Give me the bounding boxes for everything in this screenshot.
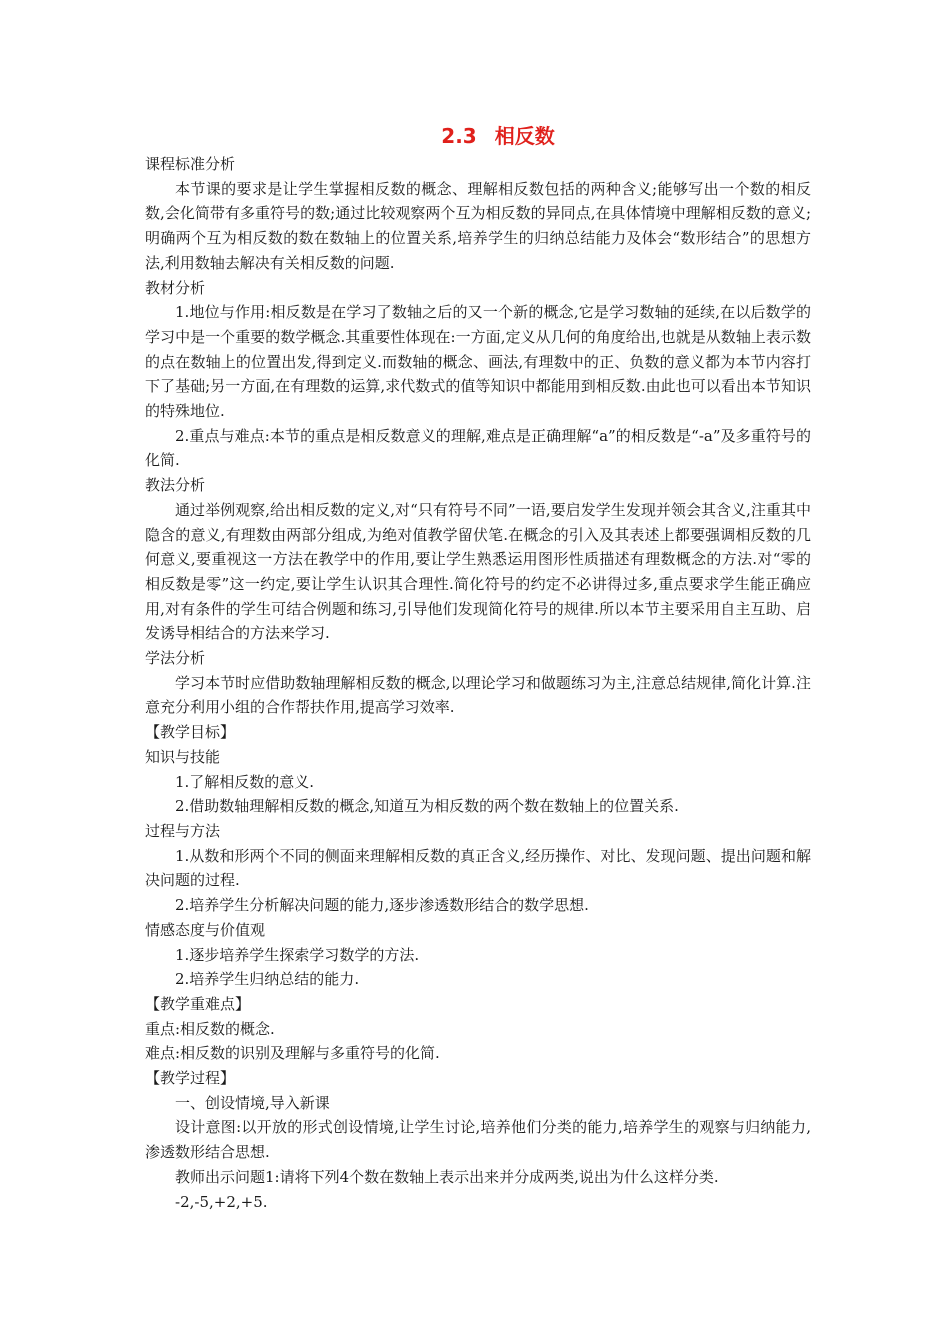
attitude-item-2: 2.培养学生归纳总结的能力. [175, 970, 360, 989]
teaching-method-paragraph: 通过举例观察,给出相反数的定义,对“只有符号不同”一语,要启发学生发现并领会其含义,注重其中隐含的意义,有理数由两部分组成,为绝对值教学留伏笔.在概念的引入及其表述上都要强调相反数的几何意义,要重视这一方法在教学中的作用,要让学生熟悉运用图形性质描述有理数概念的方法.对“零的相反数是零”这一约定,要让学生认识其合理性.简化符号的约定不必讲得过多,重点要求学生能正确应用,对有条件的学生可结合例题和练习,引导他们发现简化符号的规律.所以本节主要采用自主互助、启发诱导相结合的方法来学习. [145, 500, 811, 643]
attitude-heading: 情感态度与价值观 [145, 920, 266, 939]
textbook-paragraph-2: 2.重点与难点:本节的重点是相反数意义的理解,难点是正确理解“a”的相反数是“-a”及多重符号的化简. [145, 426, 811, 470]
keypoints-heading: 【教学重难点】 [145, 994, 251, 1013]
goals-heading: 【教学目标】 [145, 723, 236, 742]
process-item-2: 2.培养学生分析解决问题的能力,逐步渗透数形结合的数学思想. [175, 896, 589, 915]
key-point: 重点:相反数的概念. [145, 1019, 275, 1038]
learning-method-paragraph: 学习本节时应借助数轴理解相反数的概念,以理论学习和做题练习为主,注意总结规律,简化计算.注意充分利用小组的合作帮扶作用,提高学习效率. [145, 673, 811, 717]
curriculum-paragraph: 本节课的要求是让学生掌握相反数的概念、理解相反数包括的两种含义;能够写出一个数的相反数,会化简带有多重符号的数;通过比较观察两个互为相反数的异同点,在具体情境中理解相反数的意义;明确两个互为相反数的数在数轴上的位置关系,培养学生的归纳总结能力及体会“数形结合”的思想方法,利用数轴去解决有关相反数的问题. [145, 179, 811, 272]
step1-design: 设计意图:以开放的形式创设情境,让学生讨论,培养他们分类的能力,培养学生的观察与归纳能力,渗透数形结合思想. [145, 1118, 811, 1162]
curriculum-heading: 课程标准分析 [145, 155, 236, 173]
difficult-point: 难点:相反数的识别及理解与多重符号的化简. [145, 1044, 440, 1063]
teaching-method-heading: 教法分析 [145, 476, 206, 495]
step1-problem: 教师出示问题1:请将下列4个数在数轴上表示出来并分成两类,说出为什么这样分类. [175, 1167, 719, 1186]
textbook-paragraph-1: 1.地位与作用:相反数是在学习了数轴之后的又一个新的概念,它是学习数轴的延续,在以后数学的学习中是一个重要的数学概念.其重要性体现在:一方面,定义从几何的角度给出,也就是从数轴上表示数的点在数轴上的位置出发,得到定义.而数轴的概念、画法,有理数中的正、负数的意义都为本节内容打下了基础;另一方面,在有理数的运算,求代数式的值等知识中都能用到相反数.由此也可以看出本节知识的特殊地位. [145, 303, 811, 421]
process-heading: 过程与方法 [145, 821, 221, 840]
textbook-heading: 教材分析 [145, 278, 206, 297]
page-title [145, 122, 811, 150]
attitude-item-1: 1.逐步培养学生探索学习数学的方法. [175, 945, 420, 964]
section-title: 相反数 [494, 124, 555, 148]
process-item-1: 1.从数和形两个不同的侧面来理解相反数的真正含义,经历操作、对比、发现问题、提出问题和解决问题的过程. [145, 846, 811, 890]
knowledge-item-1: 1.了解相反数的意义. [175, 772, 315, 791]
knowledge-heading: 知识与技能 [145, 747, 221, 766]
document-page [145, 122, 811, 1214]
teaching-process-heading: 【教学过程】 [145, 1069, 236, 1088]
step1-title: 一、创设情境,导入新课 [175, 1093, 330, 1112]
section-number: 2.3 [441, 124, 477, 148]
knowledge-item-2: 2.借助数轴理解相反数的概念,知道互为相反数的两个数在数轴上的位置关系. [175, 797, 679, 816]
learning-method-heading: 学法分析 [145, 649, 206, 668]
step1-numbers: -2,-5,+2,+5. [175, 1192, 268, 1211]
